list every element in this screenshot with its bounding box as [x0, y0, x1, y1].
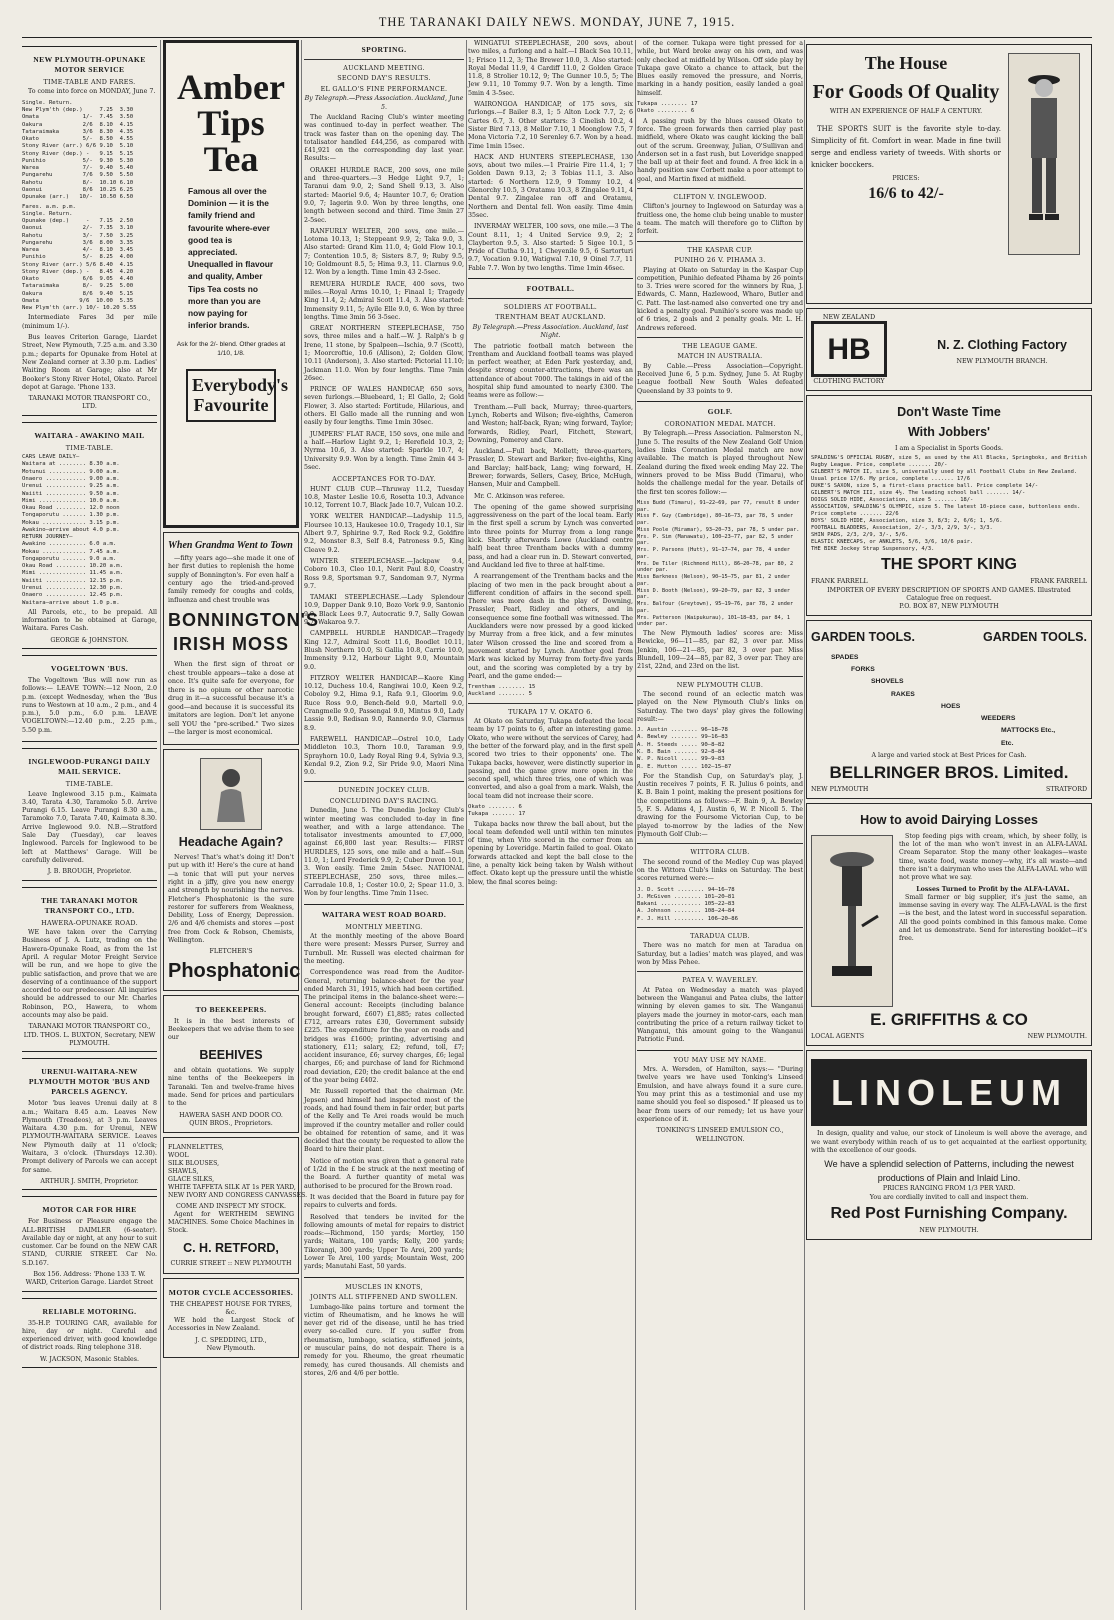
masthead-rule: [22, 37, 1092, 38]
ad-signature: W. JACKSON, Masonic Stables.: [40, 1355, 139, 1363]
article-subheading: PATEA V. WAVERLEY.: [682, 976, 758, 985]
ad-item-list: FLANNELETTES, WOOL SILK BLOUSES, SHAWLS, GLACE SILKS, WHITE TAFFETA SILK AT 1s PER YARD, NEW IVORY AND CONGRESS CANVASSES.: [168, 1144, 308, 1200]
urenui-waitara-ad: [22, 1058, 157, 1190]
ad-headline: N. Z. Clothing Factory: [937, 338, 1067, 353]
ad-text: THE CHEAPEST HOUSE FOR TYRES, &c.: [169, 1300, 293, 1316]
article-paragraph: WINGATUI STEEPLECHASE, 200 sovs, about two miles, a furlong and a half.—I Black Sea 10.11, 1; Frisco 11.2, 3; The Brewer 10.0, 3. Also started: Royal Medal 11.9, 4 Cardiff 11.0, 2 Golden Grace 11.8, 8 Strolier 10.12, 9; The Gunner 10.5, 5; The Jew 9.11, 10 Tommy 9.7. Won by a length. Time 5min 4 3-5sec.: [468, 40, 633, 97]
motor-cycle-accessories-ad: [163, 1278, 299, 1359]
proprietor-name: FRANK FARRELL: [811, 578, 868, 586]
house-for-goods-ad: [806, 44, 1092, 304]
ad-company: C. H. RETFORD,: [183, 1240, 279, 1255]
article-paragraph: The New Plymouth ladies' scores are: Miss Bewicke, 96—11—85, par 82, 3 over par. Miss Jenkin, 106—21—85, par 82, 3 over par. Miss Blundell, 109—24—85, par 82, 3 over par. They are 21st, 22nd, and 23rd on the list.: [637, 630, 803, 671]
article-paragraph: Playing at Okato on Saturday in the Kaspar Cup competition, Punihio defeated Pihama by 26 points to 3. Tries were scored for the winners by Rua, J. Edwards, C. Mann, Hazlewood, Wharo, Butler and C. Patt. The last-named also converted one try and kicked a penalty goal. Punihio's score was made up of 6 tries, 2 goals and 2 penalty goals. Mr. L. H. Andrews refereed.: [637, 266, 803, 332]
article-paragraph: YORK WELTER HANDICAP.—Ladyship 11.5, Floursee 10.13, Haukesee 10.0, Tragedy 10.1, Sir Albert 9.7, Sphirine 9.7, Red Rock 9.2, Goldfire 9.2, Monster 8.3, Self 8.4, Patroness 9.5, King Cleave 9.2.: [304, 513, 464, 554]
logo-mark: HB: [811, 321, 887, 377]
golf-score-list: J. Austin ........ 96—18—78 A. Bewley ........ 99—16—83 A. H. Steeds ..... 90—8—82 K. B. Bain ....... 92—8—84 W. P. Nicoll ..... 99—9—83 R. E. Hutton ..... 102—15—87: [637, 727, 732, 770]
ad-text: PRICES RANGING FROM 1/3 PER YARD.: [882, 1185, 1016, 1193]
ad-signature: TARANAKI MOTOR TRANSPORT CO., LTD.: [28, 395, 151, 411]
column-large-ads: [806, 40, 1092, 1610]
ad-text: Small farmer or big supplier, it's just the same, an immense saving in every way. The ALFA-LAVAL is the first—is the best, and the latest word in successful separation. All the good points combined in this famous make. Come and let us demonstrate. Send for interesting booklet—it's free.: [899, 893, 1087, 943]
article-paragraph: It was decided that the Board in future pay for repairs to culverts and fords.: [304, 1193, 464, 1210]
ad-text: To come into force on MONDAY, June 7.: [28, 88, 156, 96]
column-rule: [466, 40, 467, 1610]
article-paragraph: At Patea on Wednesday a match was played between the Wanganui and Patea clubs, the latter winning by eleven games to six. The Wanganui players made the journey in motor-cars, each man contributing the price of a return railway ticket to Wanganui, this amount going to the Wanganui Patriotic Fund.: [637, 986, 803, 1044]
article-subheading: TUKAPA 17 V. OKATO 6.: [508, 707, 593, 716]
divider: [637, 401, 803, 402]
nz-clothing-factory-ad: [806, 308, 1092, 391]
ad-headline: Amber Tips Tea: [177, 67, 285, 179]
article-paragraph: FAREWELL HANDICAP.—Ostrel 10.0, Lady Middleton 10.3, Thorn 10.0, Taraman 9.9, Sprayhorn 10.0, Lady Royal Ring 9.4, Sylvia 9.3, Kendal 9.2, Zion 9.2, Sir Pride 9.0, Maori Nina 9.0.: [304, 735, 464, 777]
ad-text: Intermediate Fares 3d per mile (minimum 1/-).: [22, 314, 157, 330]
article-subheading: TARADUA CLUB.: [690, 931, 750, 940]
timetable: Single. Return. New Plym'th (dep.) 7.25 3.30 Omata 1/- 7.45 3.50 Oakura 2/6 8.10 4.15 Tataraimaka 3/6 8.30 4.35 Okato 5/- 8.50 4.55 Stony River (arr.) 6/6 9.10 5.10 Stony River (dep.) - 9.15 5.15 Punihio 5/- 9.30 5.30 Warea 7/- 9.40 5.40 Pungarehu 7/6 9.50 5.50 Rahotu 8/- 10.10 6.10 Oaonui 8/6 10.25 6.25 Opunake (arr.) 10/- 10.50 6.50: [22, 99, 134, 201]
divider: [637, 971, 803, 972]
article-paragraph: REMUERA HURDLE RACE, 400 sovs, two miles.—Royal Arms 10.10, 1; Finaal 1; Tragedy King 11.4, 2; Admiral Scott 11.4, 3. Also started: Immensity 9.11, 5; Ayile Elle 9.0, 6. Won by three lengths. Time 3min 56 3-5sec.: [304, 280, 464, 321]
linoleum-ad: [806, 1050, 1092, 1240]
article-paragraph: By Cable.—Press Association—Copyright. Received June 6, 5 p.m. Sydney, June 5. At Rugby League football New South Wales defeated Queensland by 33 points to 9.: [637, 362, 803, 395]
ad-headline: With Jobbers': [907, 425, 991, 440]
divider: [637, 337, 803, 338]
retford-drapery-ad: [163, 1137, 308, 1273]
divider: [637, 188, 803, 189]
cream-separator-illustration: [811, 835, 893, 1007]
divider: [637, 676, 803, 677]
ad-address: LOCAL AGENTS: [811, 1032, 865, 1040]
article-paragraph: Dunedin, June 5. The Dunedin Jockey Club's winter meeting was concluded to-day in fine weather, and with a large attendance. The totalisator investments amounted to £7,000, against £6,800 last year. Results:— FIRST HURDLES, 125 sovs, one mile and a half.—Sun 11.0, 1; Lord Frederick 9.9, 2; Cuber Duvon 10.1, 3. Won easily. Time 2min 54sec. NATIONAL STEEPLECHASE, 250 sovs, three miles.—Carradale 10.8, 1; Coster 10.0, 2; Spear 11.0, 3. Won by four lengths. Time 7min 11sec.: [304, 807, 464, 898]
column-rule: [804, 40, 805, 1610]
ad-headline: GARDEN TOOLS.: [811, 630, 915, 645]
ad-text: —fifty years ago—she made it one of her first duties to replenish the home supply of Bonnington's. For even half a century ago the tried-and-proved family remedy for coughs and colds, influenza and chest trouble was: [168, 555, 294, 604]
ad-signature: GEORGE & JOHNSTON.: [50, 636, 129, 644]
ad-text: and obtain quotations. We supply nine tenths of the Beekeepers in Taranaki. Ten and twelve-frame hives made. Send for prices and particulars to the: [168, 1067, 294, 1108]
ad-text: THE SPORTS SUIT is the favorite style to-day. Simplicity of fit. Comfort in wear. Made in fine twill serge and endless variety of tweeds. With shorts or knicker bocckers.: [811, 125, 1001, 170]
prices-label: PRICES:: [892, 175, 920, 182]
ad-headline: BEEHIVES: [199, 1047, 263, 1062]
divider: [468, 298, 633, 299]
ad-text: You are cordially invited to call and inspect them.: [869, 1193, 1029, 1201]
dateline: By Telegraph.—Press Association. Auckland, June 5.: [304, 95, 464, 111]
article-subheading: MUSCLES IN KNOTS,: [345, 1282, 423, 1291]
article-paragraph: WAIRONGOA HANDICAP, of 175 sovs, six furlongs.—f Bailer 8.3, 1; 5 Alton Lock 7.7, 2; 6 Cartes 6.7, 3. Other starters: 3 Cinelish 10.2, 4 Sister Bird 7.13, 8 Mellor 7.10, 1 Moonglow 7.5, 7 Mona Victoria 7.2, 10 Serenley 6.7. Won by a head. Time 1min 15sec.: [468, 101, 633, 150]
ad-text: 35-H.P. TOURING CAR, available for hire, day or night. Careful and experienced driver, with good knowledge of district roads. Ring telephone 318.: [22, 1319, 157, 1352]
ad-company: BELLRINGER BROS. Limited.: [829, 763, 1069, 783]
column-racing-football: [468, 40, 633, 1610]
proprietor-name: FRANK FARRELL: [1030, 578, 1087, 586]
article-paragraph: Resolved that tenders be invited for the following amounts of metal for repairs to district roads:—Richmond, 150 yards; Mortley, 150 yards; Waitara, 100 yards; Kelly, 200 yards; Tikorangi, 300 yards; Upper Te Arei, 200 yards; Lower Te Arei, 100 yards; Mountain West, 200 yards; Manutahi East, 50 yards.: [304, 1213, 464, 1271]
section-heading: GOLF.: [707, 407, 733, 416]
ad-text: All Parcels, etc., to be prepaid. All information to be obtained at Garage, Waitara. Fares Cash.: [22, 608, 157, 633]
ad-text: For Business or Pleasure engage the ALL-BRITISH DAIMLER (6-seater). Available day or night, at any hour to suit customer. Car be found on the NEW CAR STAND, CURRIE STREET. Car No. S.D.167.: [22, 1218, 157, 1267]
divider: [304, 1277, 464, 1278]
ad-company: HAWERA SASH AND DOOR CO.: [179, 1111, 283, 1119]
article-subheading: SECOND DAY'S RESULTS.: [337, 74, 431, 83]
ad-subheading: Losses Turned to Profit by the ALFA-LAVAL.: [916, 885, 1070, 893]
column-sporting: [304, 40, 464, 1610]
article-paragraph: WINTER STEEPLECHASE.—Jackpaw 9.4, Coboro 10.3, Cleo 10.1, Nerit Paul 8.0, Coastry Ross 9.8, Sportsman 9.7, Sandoman 9.7, Nyrma 9.7.: [304, 557, 464, 590]
article-paragraph: Tukapa backs now threw the ball about, but the local team defended well until within ten minutes of time, when Vito scored in the corner from an opening by Loveridge. Martin failed to goal. Okato forwards attacked and kept the ball close to the line, a penalty kick being taken by Walsh without effect. Okato kept up the pressure until the whistle blew, the final scores being:: [468, 820, 633, 886]
ad-signature: ARTHUR J. SMITH, Proprietor.: [40, 1177, 139, 1185]
score-table: Okato ........ 6 Tukapa ....... 17: [468, 804, 526, 818]
article-subheading: MONTHLY MEETING.: [345, 922, 423, 931]
article-subheading: PUNIHO 26 V. PIHAMA 3.: [674, 256, 766, 265]
ad-address: CURRIE STREET :: NEW PLYMOUTH: [170, 1260, 292, 1268]
article-paragraph: Notice of motion was given that a general rate of 1/2d in the £ be struck at the next meeting of the Board. A further quantity of metal was authorised to be procured for the Brown road.: [304, 1157, 464, 1190]
article-paragraph: The patriotic football match between the Trentham and Auckland football teams was played in perfect weather, at Eden Park yesterday, and, despite strong counter-attractions, there was an attendance of about 7000. The takings in aid of the hospital ship fund amounted to nearly £300. The teams were as follow:—: [468, 342, 633, 400]
article-paragraph: The opening of the game showed surprising aggressiveness on the part of the local team. Early in the first spell a scrum by Lynch was converted into three points for Murray from a long range kick. Shortly afterwards Lowe (Auckland centre half) beat three Trentham backs with a dummy pass, and had a clear run in. D. Stewart converted, and Auckland led five to three at half-time.: [468, 503, 633, 569]
tool-item: RAKES: [891, 690, 915, 698]
article-paragraph: By Telegraph.—Press Association. Palmerston N., June 5. The results of the New Zealand Golf Union ladies links Coronation Medal match are now available. The match is played throughout New Zealand during the fixed week ending May 22. The winners proved to be Miss Budd (Timaru), who holds the challenge medal for the year. Details of the first ten scores follow:—: [637, 430, 803, 496]
article-subheading: MATCH IN AUSTRALIA.: [677, 352, 763, 361]
ad-title: MOTOR CAR FOR HIRE: [42, 1205, 137, 1215]
ad-text: In design, quality and value, our stock of Linoleum is well above the average, and we want everybody within reach of us to get acquainted at the earliest opportunity, with the excellence of our goods.: [811, 1130, 1087, 1154]
tool-item: FORKS: [851, 666, 875, 674]
ad-address: NEW PLYMOUTH.: [919, 1226, 979, 1234]
article-paragraph: A passing rush by the blues caused Okato to force. The green forwards then carried play past midfield, where Okato was caught kicking the ball out of the scrum. Greenway, Julian, O'Sullivan and Anderson set in a fast rush, but Loveridge snapped the ball up at their feet and found. A free kick in a handy position saw Corbett make a poor attempt to goal, and Martin fixed at midfield.: [637, 117, 803, 183]
ad-subtitle: WITH AN EXPERIENCE OF HALF A CENTURY.: [829, 108, 983, 116]
price: 16/6 to 42/-: [868, 185, 944, 203]
tool-item: HOES: [941, 702, 961, 710]
article-paragraph: Mr. Russell reported that the chairman (Mr. Jepsen) and himself had inspected most of the roads, and had found them in fair order, but parts of the Kelly and Te Arei roads would be much improved if the country metaller and roller could be obtained for retention of same, and it was decided that the county be requested to allow the Board to hire their plant.: [304, 1088, 464, 1154]
article-paragraph: TAMAKI STEEPLECHASE.—Lady Splendour 10.9, Dapper Dank 9.10, Bozo Vork 9.9, Santonio 9.9, Black Lees 9.7, Autocratic 9.7, Sally Gowan 9.7, Wakaroa 9.7.: [304, 594, 464, 627]
ad-text: Agent for WERTHEIM SEWING MACHINES. Some Choice Machines in Stock.: [168, 1210, 294, 1235]
inglewood-purangi-ad: [22, 748, 157, 880]
article-paragraph: HUNT CLUB CUP.—Thruway 11.2, Tuesday 10.8, Master Leslie 10.6, Rosetta 10.3, Advance 10.12, Torrent 10.7, Black Jade 10.7, Vulcan 10.2.: [304, 485, 464, 510]
column-rule: [635, 40, 636, 1610]
divider: [637, 1050, 803, 1051]
section-heading: FOOTBALL.: [526, 284, 575, 294]
ad-headline: Don't Waste Time: [897, 404, 1001, 419]
ad-title: VOGELTOWN 'BUS.: [50, 663, 129, 673]
article-subheading: DUNEDIN JOCKEY CLUB.: [338, 786, 430, 795]
ad-slogan: Everybody's Favourite: [186, 369, 276, 422]
np-opunake-motor-ad: [22, 46, 157, 416]
ad-headline: GARDEN TOOLS.: [983, 630, 1087, 645]
tool-item: WEEDERS: [981, 715, 1016, 723]
article-paragraph: PRINCE OF WALES HANDICAP, 650 sovs, seven furlongs.—Bluebeard, 1; El Gallo, 2; Gold Flower, 3. Also started: Fortitude, Hilarious, and others. El Gallo made all the running and won easily by four lengths. Time 1min 30sec.: [304, 386, 464, 427]
waitara-awakino-ad: [22, 422, 157, 649]
article-subheading: NEW PLYMOUTH CLUB.: [676, 680, 764, 689]
vogeltown-bus-ad: [22, 655, 157, 742]
boy-in-sports-suit-illustration: [1008, 53, 1080, 255]
column-display-ads: [163, 40, 319, 1610]
divider: [468, 703, 633, 704]
article-subheading: EL GALLO'S FINE PERFORMANCE.: [320, 84, 448, 93]
column-rule: [301, 40, 302, 1610]
article-paragraph: A rearrangement of the Trentham backs and the placing of two men in the pack brought about a different condition of affairs in the second spell. There was more dash in the play of Downing, Prassler, Pearl, Ridley and others, and in consequence some fine football was witnessed. The Aucklanders were now pressed by a good kicked by Murray from a free kick, and a few minutes later Wilson crossed the line and scored from a movement started by Lynch. Another goal from Mark was kicked by Murray from forty-five yards out, and the scoring was completed by a try by Pearl, and the game ended:—: [468, 573, 633, 680]
article-paragraph: Lumbago-like pains torture and torment the victim of Rheumatism, and he knows he will never get rid of the disease, until he has tried every so-called cure. If you suffer from rheumatism, lumbago, sciatica, stiffened joints, or muscular pains, do not despair. There is a remedy for you. Rheumo, the great rheumatic remedy, has cured thousands. All chemists and stores, 2/6 and 4/6 per bottle.: [304, 1303, 464, 1377]
divider: [468, 278, 633, 279]
ad-text: Ask for the 2/- blend. Other grades at 1/10, 1/8.: [176, 341, 286, 357]
article-paragraph: of the corner. Tukapa were tight pressed for a while, but Ward broke away on his own, and was only checked at midfield by Wilson. Off side play by Tukapa gave Okato a chance to attack, but the Blues easily removed the pressure, and Norris, marking in a handy position, easily landed a goal himself.: [637, 40, 803, 97]
article-subheading: CLIFTON V. INGLEWOOD.: [673, 192, 767, 201]
ad-text: I am a Specialist in Sports Goods.: [895, 444, 1003, 452]
article-paragraph: The second round of an eclectic match was played on the New Plymouth Club's links on Saturday. The two days' play gives the following result:—: [637, 691, 803, 723]
woman-headache-illustration: [200, 758, 262, 830]
article-paragraph: INVERMAY WELTER, 100 sovs, one mile.—3 The Count 8.11, 1; 4 United Service 9.9, 2; 2 Clayberton 9.5, 3. Also started: 5 Sigee 10.1, 5 Pride of Clutha 9.11, 1 Cheyenile 9.5, 6 Sartorturi 9.7, Vocation 9.10, Watigwal 7.10, 9 Oinel 7.7, 11 Fable 7.7. Won by two lengths. Time 1min 46sec.: [468, 223, 633, 272]
amber-tips-tea-ad: [163, 40, 299, 528]
ad-company: Red Post Furnishing Company.: [830, 1204, 1068, 1222]
hb-logo: [811, 313, 887, 386]
ad-address: NEW PLYMOUTH.: [1027, 1032, 1087, 1040]
ad-address: NEW PLYMOUTH: [811, 785, 869, 793]
ad-brand: Phosphatonic: [168, 959, 301, 982]
article-subheading: WITTORA CLUB.: [690, 848, 750, 857]
ad-address: P.O. BOX 87, NEW PLYMOUTH: [899, 603, 999, 611]
sport-king-ad: [806, 395, 1092, 617]
masthead: [0, 0, 1114, 34]
ad-subtitle: HAWERA-OPUNAKE ROAD.: [41, 918, 138, 927]
divider: [304, 904, 464, 905]
article-subheading: TRENTHAM BEAT AUCKLAND.: [495, 313, 606, 322]
timetable: Fares. a.m. p.m. Single. Return. Opunake (dep.) - 7.15 2.50 Oaonui 2/- 7.35 3.10 Rahotu 3/- 7.50 3.25 Pungarehu 3/6 8.00 3.35 Warea 4/- 8.10 3.45 Punihio 5/- 8.25 4.00 Stony River (arr.) 5/6 8.40 4.15 Stony River (dep.) - 8.45 4.20 Okato 6/6 9.05 4.40 Tataraimaka 8/- 9.25 5.00 Oakura 8/6 9.40 5.15 Omata 9/6 10.00 5.35 New Plym'th (arr.) 10/- 10.20 5.55: [22, 203, 137, 312]
ad-signature: QUIN BROS., Proprietors.: [189, 1119, 273, 1127]
article-paragraph: Mr. C. Atkinson was referee.: [474, 492, 565, 500]
ad-headline: For Goods Of Quality: [812, 80, 1000, 103]
ad-text: Famous all over the Dominion — it is the family friend and favourite where-ever good tea is appreciated. Unequalled in flavour and quality, Amber Tips Tea costs no more than you are now paying for inferior brands.: [188, 186, 274, 331]
ad-text: WE hold the Largest Stock of Accessories in New Zealand.: [168, 1317, 294, 1333]
article-paragraph: RANFURLY WELTER, 200 sovs, one mile.—Lotoma 10.13, 1; Steppeant 9.9, 2; Taka 9.0, 3. Also started: Grand Kim 11.0, 4; Gold Flow 10.1, 7; Contention 10.5, 8; Sisters 8.7, 9; Ruby 9.5, 10; Goldmount 8.5, 5; Hima 9.3, 11. Clarnus 9.0, 12. Won by a length. Time 1min 43 2-5sec.: [304, 227, 464, 277]
article-subheading: THE LEAGUE GAME.: [682, 341, 758, 350]
ad-text: IMPORTER OF EVERY DESCRIPTION OF SPORTS AND GAMES. Illustrated Catalogue free on request.: [827, 586, 1071, 602]
alfa-laval-ad: [806, 803, 1092, 1046]
phosphatonic-ad: [163, 749, 299, 991]
column-football-golf: [637, 40, 803, 1610]
article-paragraph: CAMPBELL HURDLE HANDICAP.—Tragedy King 12.7, Admiral Scott 11.6, Boodlet 10.11, Blush Northern 10.0, Si Gallia 10.8, Carrie 10.0, Immensity 9.12, Harbour Light 9.0, Mountain 9.0.: [304, 630, 464, 671]
ad-title: WAITARA - AWAKINO MAIL: [34, 430, 145, 440]
ad-text: It is in the best interests of Beekeepers that we advise them to see our: [168, 1017, 294, 1042]
article-subheading: YOU MAY USE MY NAME.: [673, 1055, 767, 1064]
timetable: CARS LEAVE DAILY— Waitara at ........ 8.30 a.m. Motunui ........... 9.00 a.m. Onaero ............ 9.00 a.m. Urenui ............ 9.25 a.m. Waiiti ............ 9.50 a.m. Mimi .............. 10.0 a.m. Okau Road ......... 12.0 noon Tongaporutu ....... 1.30 p.m. Mokau ............. 3.15 p.m. Awakino—arrive about 4.0 p.m. RETURN JOURNEY— Awakino ........... 6.0 a.m. Mokau ............. 7.45 a.m. Tongaporutu ....... 9.0 a.m. Okau Road ......... 10.20 a.m. Mimi .............. 11.45 a.m. Waiiti ............ 12.15 p.m. Urenui ............ 12.30 p.m. Onaero ............ 12.45 p.m. Waitara—arrive about 1.0 p.m.: [22, 454, 124, 606]
article-subheading: JOINTS ALL STIFFENED AND SWOLLEN.: [310, 1293, 458, 1302]
golf-score-list: Miss Budd (Timaru), 91—22—69, par 77, result 8 under par. Miss F. Guy (Cambridge), 80—16—73, par 78, 5 under par. Miss Poole (Miramar), 93—20—73, par 78, 5 under par. Mrs. P. Sim (Manawatu), 100—23—77, par 82, 5 under par. Mrs. P. Parsons (Hutt), 91—17—74, par 78, 4 under par. Mrs. De Tiler (Richmond Hill), 86—20—78, par 80, 2 under par. Miss Barkness (Nelson), 90—15—75, par 81, 2 under par. Miss D. Booth (Nelson), 99—20—79, par 82, 3 under par. Mrs. Balfour (Greytown), 95—19—76, par 78, 2 under par. Mrs. Patterson (Waipukurau), 101—18—83, par 84, 1 under par.: [637, 499, 800, 628]
tool-list: [831, 652, 1067, 750]
ad-signature: TARANAKI MOTOR TRANSPORT CO., LTD. THOS. L. BUXTON, Secretary, NEW PLYMOUTH.: [23, 1023, 156, 1047]
reliable-motoring-ad: [22, 1298, 157, 1369]
article-paragraph: At Okato on Saturday, Tukapa defeated the local team by 17 points to 6, after an interesting game. Okato, who were without the services of Carey, had the better of the forward play, and in the first spell scored two tries to their opponents' one. The Tukapa backs, however, were distinctly superior in passing, and the game grew more open in the second spell, which three tries, one of which was converted, and also a goal from a mark. Walsh, the local team did not increase their score.: [468, 718, 633, 800]
divider: [637, 843, 803, 844]
section-heading: SPORTING.: [361, 45, 407, 54]
ad-text: Leave Inglewood 3.15 p.m., Kaimata 3.40, Tarata 4.30, Taramoko 5.0. Arrive Purangi 6.15. Leave Purangi 8.30 a.m., Taramoko 7.0, Tarata 7.40, Kaimata 8.30. Arrive Inglewood 9.0. N.B.—Stratford Sale Day (Tuesday), car leaves Inglewood. Parcels for Inglewood to be left at Matthews' Garage. Will be carefully delivered.: [22, 790, 157, 864]
article-subheading: SOLDIERS AT FOOTBALL.: [503, 303, 598, 312]
article-paragraph: FITZROY WELTER HANDICAP.—Kaore King 10.12, Duchess 10.4, Rangiwai 10.0, Keen 9.2, Coboloy 9.2, Hima 9.1, Rafa 9.1, Gloorim 9.0, Ruce Ross 9.0, Bench-field 9.0, Martell 9.0, Crangmelle 9.0, Passengal 9.0, Mintus 9.0, Lady Lassie 9.0, Redisan 9.0, Rannerdo 9.0, Clarmus 8.9.: [304, 674, 464, 732]
score-table: Trentham ........ 15 Auckland ........ 5: [468, 684, 536, 698]
ad-title: TO BEEKEEPERS.: [195, 1004, 267, 1014]
score-table: Tukapa ........ 17 Okato ......... 6: [637, 101, 698, 115]
ad-text: When the first sign of throat or chest trouble appears—take a dose at once. It's quite safe for everyone, for there is no opium or other narcotic drug in it—a successful because it's a good—and because it is successful its imitators are legion. Don't let anyone sell YOU the "pre-scribed." Two sizes—the larger is most economical.: [168, 660, 294, 737]
article-paragraph: At the monthly meeting of the above Board there were present: Messrs Purser, Surrey and Turnbull. Mr. Russell was elected chairman for the meeting.: [304, 933, 464, 965]
ad-text: The Vogeltown 'Bus will now run as follows:— LEAVE TOWN:—12 Noon, 2.0 p.m. (except Wednesday, when the 'Bus runs to Westown at 10 a.m., 2 p.m., and 4 p.m.), 5.0 p.m., 6.0 p.m. LEAVE VOGELTOWN:—12.40 p.m., 2.25 p.m., 5.50 p.m.: [22, 677, 157, 734]
golf-score-list: J. D. Scott ........ 94—16—78 J. McGiven ........ 101—20—81 Bakani ............ 105—22—83 A. Johnson ........ 108—24—84 F. J. Hill ......... 106—20—86: [637, 886, 739, 922]
article-subheading: THE KASPAR CUP.: [687, 245, 753, 254]
article-paragraph: ORAKEI HURDLE RACE, 200 sovs, one mile and three-quarters.—3 Hedge Light 9.7, 1; Taranui dam 9.0, 2; Sand Shell 9.13, 3. Also started: Maoriel 9.6, 4; Haunter 10.7, 6; Oration 9.0, 7; Iagerin 9.0. Won by three lengths, one length between second and third. Time 3min 27 2-5sec.: [304, 166, 464, 224]
masthead-title: THE TARANAKI DAILY NEWS. MONDAY, JUNE 7, 1915.: [378, 15, 736, 29]
ad-brand: BONNINGTON'S IRISH MOSS: [168, 609, 319, 654]
article-subheading: AUCKLAND MEETING.: [343, 64, 425, 73]
ad-text: Bus leaves Criterion Garage, Liardet Street, New Plymouth, 7.25 a.m. and 3.30 p.m.; departs for Opunake from Hotel at New Zealand corner at 3.30 p.m. Ladies' Waiting Room at Garage; also at Mr Booker's Stony River Hotel, Okato. Parcel depot at Garage. 'Phone 133.: [22, 334, 157, 391]
ad-brand-name: FLETCHER'S: [209, 948, 253, 956]
ad-subtitle: TIME-TABLE AND FARES.: [43, 78, 136, 87]
ad-address: New Plymouth.: [206, 1345, 256, 1353]
tool-item: SPADES: [831, 653, 859, 661]
ad-text: We have a splendid selection of Patterns, including the newest productions of Plain and Inlaid Lino.: [824, 1159, 1074, 1183]
article-paragraph: GREAT NORTHERN STEEPLECHASE, 750 sovs, three miles and a half.—W. J. Ralph's b g Irene, 11 stone, by Spalpeen—Ischia, 9.7 (Scott), 1; Moorcroftie, 10.6 (Allison), 2; Golden Glow, 10.11 (Anderson), 3. Also started: Pictorial 11.10; Jackman 11.0. Won by four lengths. Time 7min 26sec.: [304, 325, 464, 382]
bonnington-irish-moss-ad: [163, 532, 319, 745]
ad-text: WE have taken over the Carrying Business of J. A. Lutz, trading on the Hawera-Opunake Road, as from the 1st April. A regular Motor Freight Service will be run, and we hope to give the public satisfaction, and prove that we are deserving of a continuance of the support accorded to our predecessor. All inquiries should be addressed to our Mr. Charles Robinson, P.O., Hawera, to whom accounts may also be paid.: [22, 929, 157, 1019]
ad-text: COME AND INSPECT MY STOCK.: [175, 1202, 287, 1210]
ad-title: URENUI-WAITARA-NEW PLYMOUTH MOTOR 'BUS AND PARCELS AGENCY.: [28, 1067, 151, 1097]
tool-item: MATTOCKS Etc., Etc.: [1001, 727, 1056, 747]
ad-brand: THE SPORT KING: [880, 556, 1017, 574]
logo-caption: NEW ZEALAND: [822, 313, 876, 321]
ad-title: RELIABLE MOTORING.: [42, 1306, 137, 1316]
beekeepers-ad: [163, 995, 299, 1133]
ad-text: A large and varied stock at Best Prices for Cash.: [871, 751, 1027, 759]
ad-company: E. GRIFFITHS & CO: [870, 1009, 1028, 1029]
ad-headline: When Grandma Went to Town: [168, 540, 293, 551]
price-list: SPALDING'S OFFICIAL RUGBY, size 5, as used by the All Blacks, Springboks, and British Rugby League. Price, complete ....... 20/- GILBERT'S MATCH II, size 5, universally used by all Football Clubs in New Zealand. Usual price 17/6. My price, complete ....... 17/6 DUKE'S SAXON, size 5, a first-class practice ball. Price complete 14/- GILBERT'S MATCH III, size 4½. The leading school ball ....... 14/- DOIGS SOLID HIDE, Association, size 5 ....... 18/- ASSOCIATION, SPALDING'S OLYMPIC, size 5. The latest 10-piece case, buttonless ends. Price complete ....... 22/6 BOYS' SOLID HIDE, Association, size 3, 8/3; 2, 6/6; 1, 5/6. FOOTBALL BLADDERS, Association, 2/-, 3/3, 2/9, 3/-, 3/3. SHIN PADS, 2/3, 2/9, 3/-, 5/6. ELASTIC KNEECAPS, or ANKLETS, 5/6, 3/6, 10/6 pair. THE BIKE Jockey Strap Suspensory, 4/3.: [811, 455, 1087, 553]
ad-signature: TONKING'S LINSEED EMULSION CO., WELLINGTON.: [656, 1127, 784, 1143]
article-paragraph: Auckland.—Full back, Mollett; three-quarters, Prassler, D. Stewart and Barker; five-eighths, King and Barclay; half-back, Lang; wing forward, H. Brewer; forwards, Sellers, Casey, Brice, McHugh, Hansen, Muir and Campbell.: [468, 448, 633, 489]
motor-car-hire-ad: [22, 1196, 157, 1291]
ad-text: Nerves! That's what's doing it! Don't put up with it! Here's the cure at hand—a tonic that will put your nerves right in a jiffy, give you new energy and strength by nourishing the nerves. Fletcher's Phosphatonic is the sure restorer for sufferers from Weakness, Debility, Loss of Energy, Depression. 2/6 and 4/6 chemists and stores —post free from Cock & Robson, Chemists, Wellington.: [168, 854, 294, 945]
ad-title: MOTOR CYCLE ACCESSORIES.: [168, 1287, 294, 1297]
article-subheading: ACCEPTANCES FOR TO-DAY.: [332, 475, 436, 484]
article-paragraph: The second round of the Medley Cup was played on the Wittora Club's links on Saturday. The best scores returned were:—: [637, 858, 803, 883]
article-subheading: CORONATION MEDAL MATCH.: [664, 420, 776, 429]
ad-subtitle: TIME-TABLE.: [65, 780, 114, 789]
taranaki-motor-transport-ad: [22, 887, 157, 1053]
article-subheading: CONCLUDING DAY'S RACING.: [329, 796, 439, 805]
divider: [304, 781, 464, 782]
article-paragraph: Correspondence was read from the Auditor-General, returning balance-sheet for the year ended March 31, 1915, which had been certified. The principal items in the balance-sheet were:—General account: Receipts (including balance brought forward, £607) £1,885; rates collected £712, arrears rates £30, Government subsidy £225. The expenditure for the year on roads and bridges was £1600; printing, advertising and stationery, £11; salary, £2; refund, toll, £7; accident insurance, £6; survey charges, £6; legal charges, £6; and purchase of land for Richmond road deviation, £20; the credit balance at the end of the year being £402.: [304, 969, 464, 1085]
article-paragraph: The Auckland Racing Club's winter meeting was continued to-day in perfect weather. The track was faster than on the opening day. The totalisator handled £44,256, as compared with £41,921 on the corresponding day last year. Results:—: [304, 113, 464, 163]
ad-headline: Headache Again?: [178, 834, 284, 849]
ad-subtitle: TIME-TABLE.: [65, 443, 114, 452]
race-results: [304, 114, 464, 777]
section-heading: WAITARA WEST ROAD BOARD.: [321, 909, 447, 919]
ad-company: J. C. SPEDDING, LTD.,: [195, 1336, 267, 1344]
ad-brand: LINOLEUM: [811, 1059, 1087, 1127]
article-paragraph: For the Standish Cup, on Saturday's play, J. Austin receives 7 points, F. R. Julius 6 points, and K. B. Bain 1 point, making the present positions for the competitions as follows:—F. Bain 9, A. Bewley 5, F. S. Adams 4, J. Austin 6, W. P. Nicoll 5. The drawing for the Foursome Victorian Cup, to be played to-morrow by the ladies of the New Plymouth Golf Club:—: [637, 772, 803, 838]
ad-headline: The House: [864, 53, 948, 73]
tool-item: SHOVELS: [871, 678, 904, 686]
article-paragraph: HACK AND HUNTERS STEEPLECHASE, 130 sovs, about two miles.—1 Prairie Fire 11.4, 1; 7 Golden Dawn 9.13, 2; 3 Tobias 11.1, 3. Also started: 6 Northern 12.9, 9 Tommy 10.2, 4 Glenorchy 10.5, 3 Oratamu 10.3, 8 Zingalee 9.11, 4 Dental 9.7. Zingalee ran off and Oratamu, Northern and Dental fell. Won easily. Time 4min 35sec.: [468, 153, 633, 219]
ad-text: Motor 'bus leaves Urenui daily at 8 a.m.; Waitara 8.45 a.m. Leaves New Plymouth (Treadeos), at 3 p.m. Leaves Waitara 4.30 p.m. for Urenui, NEW PLYMOUTH-WAITARA SERVICE. Leaves New Plymouth daily at 11 o'clock; Waitara, 3 o'clock. (Thursdays 12.30). Prompt delivery of Parcels we can accept for same.: [22, 1100, 157, 1174]
ad-address: STRATFORD: [1046, 785, 1087, 793]
column-rule: [160, 40, 161, 1610]
divider: [637, 927, 803, 928]
logo-caption: CLOTHING FACTORY: [813, 377, 885, 386]
ad-text: Stop feeding pigs with cream, which, by sheer folly, is the lot of the man who won't invest in an ALFA-LAVAL Cream Separator. Stop the many other leakages—waste time, waste food, waste money—why, it's all waste—and there isn't a dairyman who uses the ALFA-LAVAL who will not prove what we say.: [899, 832, 1087, 882]
article-paragraph: There was no match for men at Taradua on Saturday, but a ladies' match was played, and was won by Miss Pehee.: [637, 942, 803, 966]
article-paragraph: Mrs. A. Wersden, of Hamilton, says:— "During twelve years we have used Tonking's Linseed Emulsion, and have always found it a sure cure. You may print this as a testimonial and use my name should you feel so disposed." If pleased us to hear from users of our remedy; let us have your experience of it.: [637, 1066, 803, 1123]
ad-signature: Box 156. Address: 'Phone 133 T. W. WARD, Criterion Garage. Liardet Street: [25, 1270, 154, 1287]
column-transport-notices: [22, 40, 157, 1610]
ad-title: INGLEWOOD-PURANGI DAILY MAIL SERVICE.: [28, 757, 151, 777]
ad-signature: J. B. BROUGH, Proprietor.: [47, 868, 132, 876]
ad-title: THE TARANAKI MOTOR TRANSPORT CO., LTD.: [40, 895, 139, 915]
ad-headline: How to avoid Dairying Losses: [860, 813, 1038, 828]
article-paragraph: Trentham.—Full back, Murray; three-quarters, Lynch, Roberts and Wilson; five-eighths, Cameron and Weston; half-back, Ryan; wing forward, Taylor; forwards, Ridley, Pearl, Fitchett, Stewart, Downing, Pomeroy and Clare.: [468, 403, 633, 444]
dateline: By Telegraph.—Press Association. Auckland, last Night.: [472, 323, 629, 340]
garden-tools-ad: [806, 620, 1092, 799]
article-paragraph: Clifton's journey to Inglewood on Saturday was a fruitless one, the home club being unable to muster a team. The match will therefore go to Clifton by forfeit.: [637, 203, 803, 236]
ad-address: NEW PLYMOUTH BRANCH.: [956, 357, 1048, 365]
ad-title: NEW PLYMOUTH-OPUNAKE MOTOR SERVICE: [33, 55, 146, 75]
divider: [637, 241, 803, 242]
divider: [304, 59, 464, 60]
article-paragraph: JUMPERS' FLAT RACE, 150 sovs, one mile and a half.—Harlow Light 9.2, 1; Herefield 10.3, 2; Nyrma 10.6, 3. Also started: Sparkle 10.7, 4; University 9.9. Won by a length. Time 2min 44 3-5sec.: [304, 430, 464, 471]
